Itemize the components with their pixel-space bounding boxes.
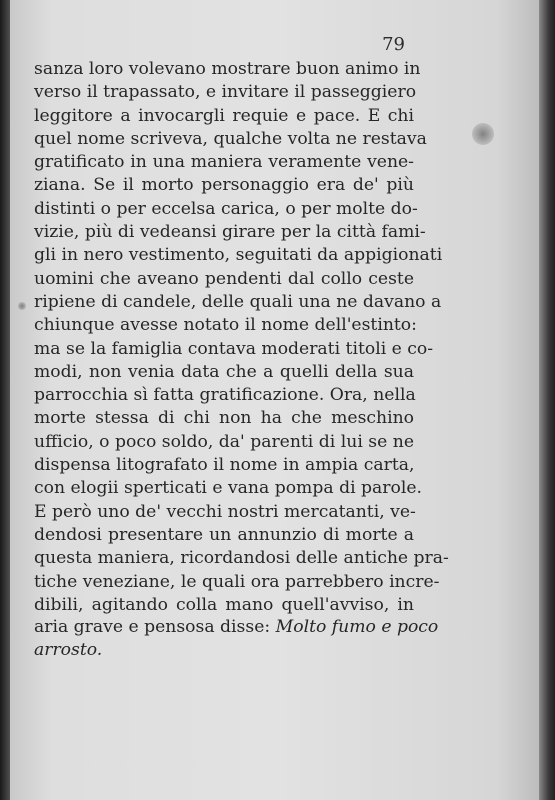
text-line: quel nome scriveva, qualche volta ne restava [34, 128, 427, 149]
text-line: sanza loro volevano mostrare buon animo in [34, 59, 421, 79]
ink-spot [18, 302, 26, 310]
text-line: questa maniera, ricordandosi delle antiche pra- [34, 548, 449, 569]
page-sheet [10, 0, 539, 800]
text-line: parrocchia sì fatta gratificazione. Ora, nella [34, 385, 416, 406]
text-line: distinti o per eccelsa carica, o per molte do- [34, 198, 418, 219]
text-line: tiche veneziane, le quali ora parrebbero incre- [34, 571, 440, 592]
page-number: 79 [382, 34, 405, 55]
text-line: dispensa litografato il nome in ampia carta, [34, 455, 415, 476]
text-line: morte stessa di chi non ha che meschino [34, 408, 414, 429]
text-line: vizie, più di vedeansi girare per la città fami- [34, 222, 426, 243]
text-line: verso il trapassato, e invitare il passeggiero [34, 82, 417, 103]
text-line [34, 616, 439, 639]
text-line: leggitore a invocargli requie e pace. E chi [34, 105, 414, 126]
text-line-roman: aria grave e pensosa disse: [34, 617, 276, 637]
page-edge [539, 0, 555, 800]
text-line: E però uno de' vecchi nostri mercatanti, ve- [34, 501, 416, 522]
text-line: dibili, agitando colla mano quell'avviso, in [34, 594, 414, 615]
text-line-italic: Molto fumo e poco [275, 617, 439, 637]
text-line: con elogii sperticati e vana pompa di parole. [34, 478, 422, 499]
text-line: ufficio, o poco soldo, da' parenti di lui se ne [34, 431, 414, 452]
text-line-final: arrosto. [34, 640, 103, 661]
text-line: ma se la famiglia contava moderati titoli e co- [34, 338, 434, 359]
text-line: gli in nero vestimento, seguitati da appigionati [34, 245, 443, 266]
text-line: gratificato in una maniera veramente vene- [34, 152, 414, 173]
text-line: ripiene di candele, delle quali una ne davano a [34, 291, 442, 312]
body-text [34, 58, 449, 617]
text-line: chiunque avesse notato il nome dell'estinto: [34, 315, 417, 336]
ink-spot [472, 123, 494, 145]
text-line: dendosi presentare un annunzio di morte a [34, 524, 414, 545]
text-line: ziana. Se il morto personaggio era de' più [34, 175, 414, 196]
text-line: uomini che aveano pendenti dal collo ceste [34, 268, 414, 289]
text-line: modi, non venia data che a quelli della sua [34, 361, 414, 382]
